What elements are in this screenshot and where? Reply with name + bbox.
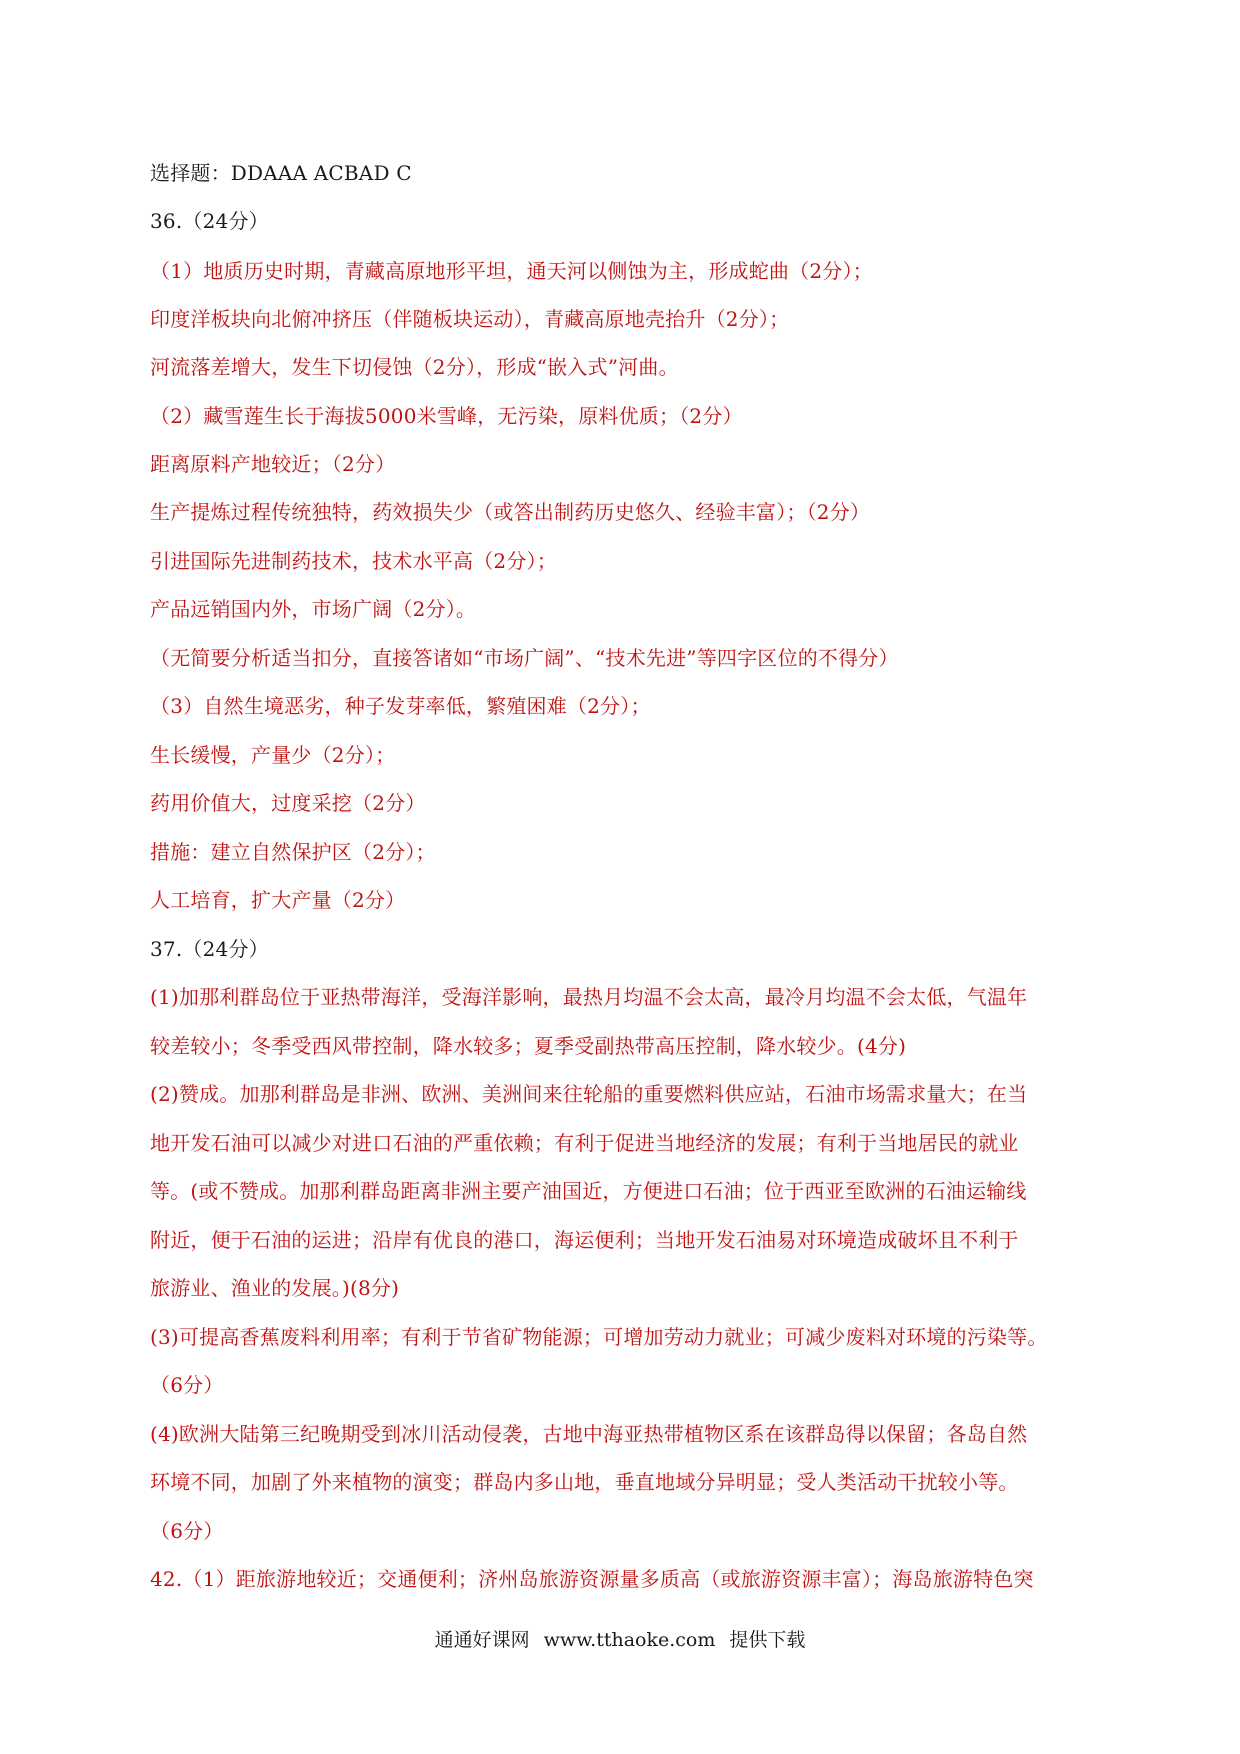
q36-line-7: 引进国际先进制药技术，技术水平高（2分）； — [150, 549, 557, 573]
q37-line-1: (1)加那利群岛位于亚热带海洋，受海洋影响，最热月均温不会太高，最冷月均温不会太低，气温年 — [150, 985, 1028, 1009]
q37-line-10: (4)欧洲大陆第三纪晚期受到冰川活动侵袭，古地中海亚热带植物区系在该群岛得以保留；各岛自然 — [150, 1422, 1028, 1446]
q36-line-8: 产品远销国内外，市场广阔（2分）。 — [150, 597, 477, 621]
q36-line-11: 生长缓慢，产量少（2分）； — [150, 743, 396, 767]
q36-line-4: （2）藏雪莲生长于海拔5000米雪峰，无污染，原料优质；（2分） — [150, 404, 743, 428]
page-footer — [0, 1625, 1240, 1655]
q36-line-9: （无简要分析适当扣分，直接答诸如“市场广阔”、“技术先进”等四字区位的不得分） — [150, 646, 899, 670]
q37-line-9: （6分） — [150, 1373, 224, 1397]
q37-line-8: (3)可提高香蕉废料利用率；有利于节省矿物能源；可增加劳动力就业；可减少废料对环境的污染等。 — [150, 1325, 1048, 1349]
q36-line-10: （3）自然生境恶劣，种子发芽率低，繁殖困难（2分）； — [150, 694, 651, 718]
q37-line-4: 地开发石油可以减少对进口石油的严重依赖；有利于促进当地经济的发展；有利于当地居民的就业 — [150, 1131, 1019, 1155]
q37-line-2: 较差较小；冬季受西风带控制，降水较多；夏季受副热带高压控制，降水较少。(4分) — [150, 1034, 907, 1058]
q37-line-12: （6分） — [150, 1519, 224, 1543]
q37-line-11: 环境不同，加剧了外来植物的演变；群岛内多山地，垂直地域分异明显；受人类活动干扰较小等。 — [150, 1470, 1019, 1494]
q36-line-6: 生产提炼过程传统独特，药效损失少（或答出制药历史悠久、经验丰富）；（2分） — [150, 500, 871, 524]
q36-line-5: 距离原料产地较近；（2分） — [150, 452, 396, 476]
q37-line-6: 附近，便于石油的运进；沿岸有优良的港口，海运便利；当地开发石油易对环境造成破坏且不利于 — [150, 1228, 1019, 1252]
q36-line-1: （1）地质历史时期，青藏高原地形平坦，通天河以侧蚀为主，形成蛇曲（2分）； — [150, 259, 873, 283]
q36-line-13: 措施：建立自然保护区（2分）； — [150, 840, 436, 864]
footer-url[interactable]: www.tthaoke.com — [543, 1629, 716, 1651]
footer-site-name: 通通好课网 — [434, 1629, 530, 1651]
q37-line-7: 旅游业、渔业的发展。)(8分) — [150, 1276, 400, 1300]
q36-heading: 36.（24分） — [150, 209, 269, 233]
q36-line-12: 药用价值大，过度采挖（2分） — [150, 791, 426, 815]
q36-line-3: 河流落差增大，发生下切侵蚀（2分），形成“嵌入式”河曲。 — [150, 355, 679, 379]
q37-heading: 37.（24分） — [150, 937, 269, 961]
q37-line-3: (2)赞成。加那利群岛是非洲、欧洲、美洲间来往轮船的重要燃料供应站，石油市场需求量大；在当 — [150, 1082, 1028, 1106]
choice-answers: 选择题：DDAAA ACBAD C — [150, 161, 412, 185]
q36-line-2: 印度洋板块向北俯冲挤压（伴随板块运动），青藏高原地壳抬升（2分）； — [150, 307, 790, 331]
q36-line-14: 人工培育，扩大产量（2分） — [150, 888, 406, 912]
q37-line-5: 等。(或不赞成。加那利群岛距离非洲主要产油国近，方便进口石油；位于西亚至欧洲的石油运输线 — [150, 1179, 1027, 1203]
footer-note: 提供下载 — [729, 1629, 806, 1651]
q42-line-1: 42.（1）距旅游地较近；交通便利；济州岛旅游资源量多质高（或旅游资源丰富）；海岛旅游特色突 — [150, 1567, 1034, 1591]
